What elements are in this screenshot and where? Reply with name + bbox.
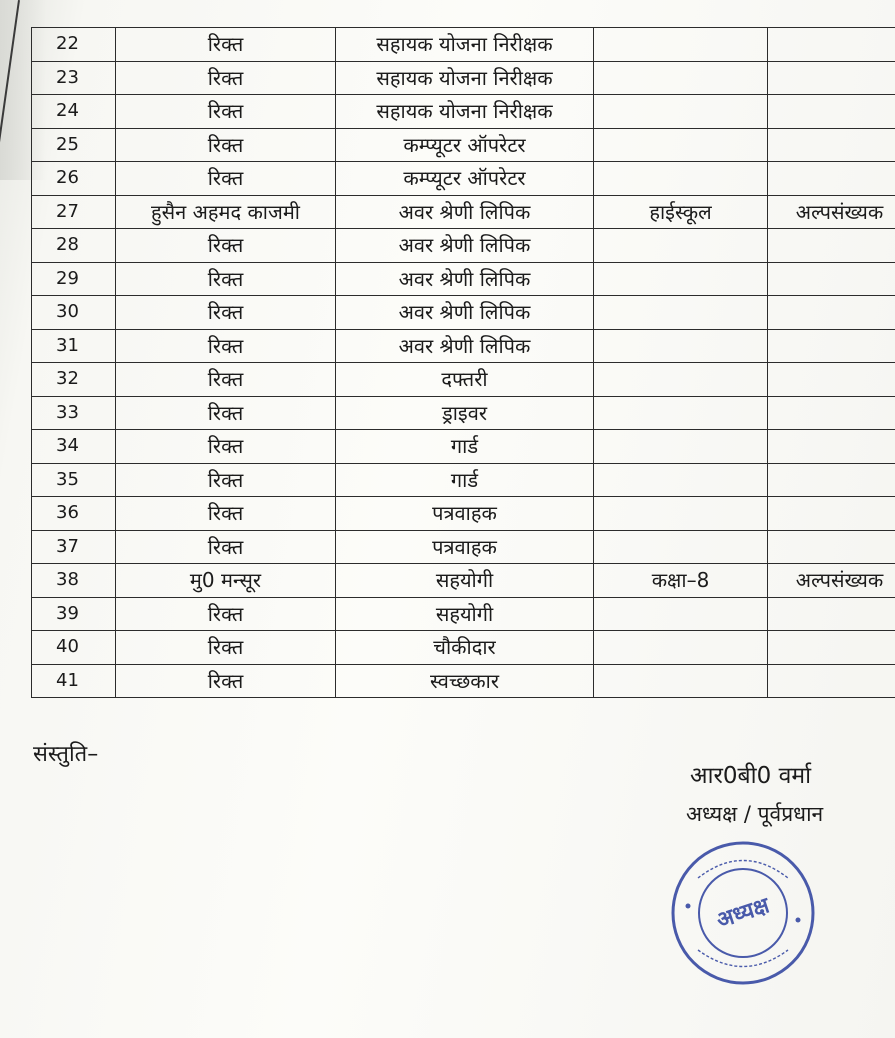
cell-no: 36: [32, 497, 116, 531]
cell-name: रिक्त: [116, 530, 336, 564]
cell-qualification: [594, 363, 768, 397]
cell-category: [768, 61, 895, 95]
cell-qualification: [594, 128, 768, 162]
cell-qualification: [594, 530, 768, 564]
cell-no: 28: [32, 229, 116, 263]
cell-post: गार्ड: [336, 463, 594, 497]
cell-qualification: हाईस्कूल: [594, 195, 768, 229]
cell-category: [768, 530, 895, 564]
cell-name: रिक्त: [116, 229, 336, 263]
cell-qualification: [594, 597, 768, 631]
table-row: [32, 229, 895, 263]
cell-name: मु0 मन्सूर: [116, 564, 336, 598]
cell-category: [768, 162, 895, 196]
cell-qualification: [594, 262, 768, 296]
cell-post: ड्राइवर: [336, 396, 594, 430]
cell-category: [768, 296, 895, 330]
cell-name: रिक्त: [116, 296, 336, 330]
cell-post: चौकीदार: [336, 631, 594, 665]
table-row: [32, 28, 895, 62]
cell-no: 37: [32, 530, 116, 564]
cell-name: रिक्त: [116, 497, 336, 531]
cell-category: [768, 262, 895, 296]
cell-post: अवर श्रेणी लिपिक: [336, 329, 594, 363]
cell-no: 33: [32, 396, 116, 430]
cell-no: 22: [32, 28, 116, 62]
cell-post: अवर श्रेणी लिपिक: [336, 296, 594, 330]
table-row: [32, 61, 895, 95]
cell-qualification: [594, 463, 768, 497]
cell-category: अल्पसंख्यक: [768, 564, 895, 598]
recommendation-label: संस्तुति–: [33, 742, 99, 767]
signer-title: अध्यक्ष / पूर्वप्रधान: [686, 802, 824, 826]
cell-qualification: [594, 162, 768, 196]
table-row: [32, 396, 895, 430]
table-row: [32, 564, 895, 598]
table-row: [32, 262, 895, 296]
table-row: [32, 329, 895, 363]
cell-category: अल्पसंख्यक: [768, 195, 895, 229]
table-row: [32, 664, 895, 698]
cell-name: रिक्त: [116, 28, 336, 62]
cell-qualification: [594, 329, 768, 363]
table-row: [32, 128, 895, 162]
table-row: [32, 430, 895, 464]
cell-post: पत्रवाहक: [336, 530, 594, 564]
cell-category: [768, 363, 895, 397]
cell-qualification: [594, 430, 768, 464]
cell-category: [768, 631, 895, 665]
table-row: [32, 597, 895, 631]
cell-category: [768, 329, 895, 363]
cell-name: रिक्त: [116, 631, 336, 665]
cell-category: [768, 128, 895, 162]
cell-post: अवर श्रेणी लिपिक: [336, 195, 594, 229]
cell-post: कम्प्यूटर ऑपरेटर: [336, 128, 594, 162]
cell-category: [768, 430, 895, 464]
cell-no: 26: [32, 162, 116, 196]
cell-post: पत्रवाहक: [336, 497, 594, 531]
cell-post: कम्प्यूटर ऑपरेटर: [336, 162, 594, 196]
cell-qualification: [594, 95, 768, 129]
cell-name: रिक्त: [116, 262, 336, 296]
cell-no: 41: [32, 664, 116, 698]
cell-name: रिक्त: [116, 597, 336, 631]
cell-name: रिक्त: [116, 463, 336, 497]
table-row: [32, 363, 895, 397]
table-row: [32, 530, 895, 564]
cell-post: गार्ड: [336, 430, 594, 464]
cell-no: 35: [32, 463, 116, 497]
cell-qualification: [594, 497, 768, 531]
cell-name: हुसैन अहमद काजमी: [116, 195, 336, 229]
table-row: [32, 195, 895, 229]
cell-post: दफ्तरी: [336, 363, 594, 397]
cell-no: 24: [32, 95, 116, 129]
table-row: [32, 631, 895, 665]
cell-qualification: [594, 664, 768, 698]
cell-no: 27: [32, 195, 116, 229]
cell-name: रिक्त: [116, 329, 336, 363]
cell-post: स्वच्छकार: [336, 664, 594, 698]
cell-post: सहायक योजना निरीक्षक: [336, 28, 594, 62]
cell-qualification: [594, 61, 768, 95]
cell-post: सहायक योजना निरीक्षक: [336, 95, 594, 129]
official-seal-stamp: [668, 838, 818, 988]
cell-category: [768, 597, 895, 631]
cell-no: 34: [32, 430, 116, 464]
cell-no: 40: [32, 631, 116, 665]
staff-table: [31, 27, 895, 698]
cell-no: 23: [32, 61, 116, 95]
cell-post: सहयोगी: [336, 597, 594, 631]
table-row: [32, 95, 895, 129]
table-row: [32, 463, 895, 497]
cell-category: [768, 396, 895, 430]
table-row: [32, 296, 895, 330]
cell-category: [768, 497, 895, 531]
cell-name: रिक्त: [116, 128, 336, 162]
cell-category: [768, 28, 895, 62]
cell-name: रिक्त: [116, 95, 336, 129]
cell-name: रिक्त: [116, 396, 336, 430]
cell-name: रिक्त: [116, 61, 336, 95]
cell-name: रिक्त: [116, 363, 336, 397]
cell-post: सहयोगी: [336, 564, 594, 598]
seal-center-text: अध्यक्ष: [713, 893, 773, 934]
cell-no: 30: [32, 296, 116, 330]
cell-category: [768, 664, 895, 698]
cell-no: 32: [32, 363, 116, 397]
cell-post: सहायक योजना निरीक्षक: [336, 61, 594, 95]
cell-no: 38: [32, 564, 116, 598]
table-row: [32, 162, 895, 196]
cell-category: [768, 463, 895, 497]
cell-no: 31: [32, 329, 116, 363]
table-row: [32, 497, 895, 531]
cell-no: 29: [32, 262, 116, 296]
cell-qualification: [594, 396, 768, 430]
cell-qualification: कक्षा–8: [594, 564, 768, 598]
cell-post: अवर श्रेणी लिपिक: [336, 262, 594, 296]
cell-qualification: [594, 229, 768, 263]
cell-no: 39: [32, 597, 116, 631]
cell-qualification: [594, 631, 768, 665]
cell-no: 25: [32, 128, 116, 162]
staff-table-body: [32, 28, 895, 698]
cell-post: अवर श्रेणी लिपिक: [336, 229, 594, 263]
signer-name: आर0बी0 वर्मा: [690, 763, 812, 789]
cell-category: [768, 229, 895, 263]
cell-category: [768, 95, 895, 129]
cell-qualification: [594, 28, 768, 62]
cell-name: रिक्त: [116, 664, 336, 698]
cell-name: रिक्त: [116, 430, 336, 464]
cell-qualification: [594, 296, 768, 330]
cell-name: रिक्त: [116, 162, 336, 196]
